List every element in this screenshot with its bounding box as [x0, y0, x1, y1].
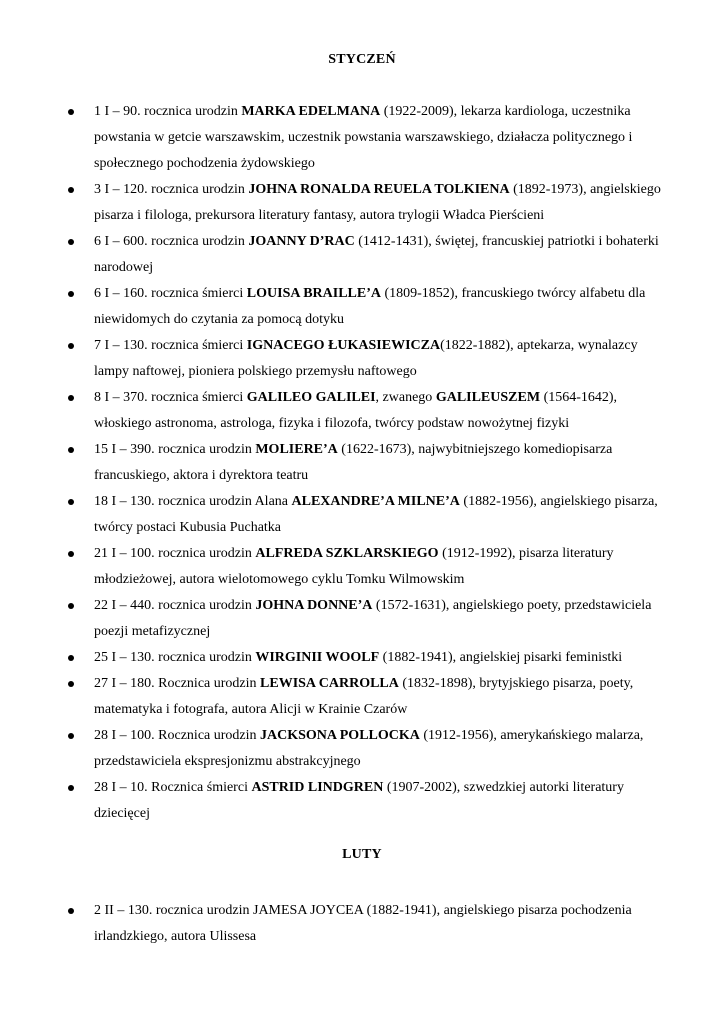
list-item	[0, 645, 670, 671]
list-item	[0, 437, 670, 489]
entry-name: ALEXANDRE’A MILNE’A	[291, 494, 460, 509]
entry-name: LOUISA BRAILLE’A	[246, 286, 381, 301]
entry-text: (1892-1973), angielskiego pisarza i filologa, prekursora literatury fantasy, autora trylogii Władca Pierścieni	[94, 182, 661, 223]
list-item	[0, 671, 670, 723]
list-item	[0, 898, 670, 950]
list-item	[0, 333, 670, 385]
list-item	[0, 281, 670, 333]
list-item	[0, 775, 670, 827]
entry-name: ASTRID LINDGREN	[251, 780, 384, 795]
entry-text: (1564-1642), włoskiego astronoma, astrologa, fizyka i filozofa, twórcy podstaw nowożytnej fizyki	[94, 390, 618, 431]
entry-text: 1 I – 90. rocznica urodzin	[94, 104, 242, 119]
entry-text: , zwanego	[375, 390, 436, 405]
entry-name: IGNACEGO ŁUKASIEWICZA	[246, 338, 441, 353]
bullet-icon	[68, 603, 74, 609]
entry-name: MARKA EDELMANA	[241, 104, 381, 119]
bullet-icon	[68, 291, 74, 297]
entry-text: (1912-1956), amerykańskiego malarza, przedstawiciela ekspresjonizmu abstrakcyjnego	[94, 728, 644, 769]
bullet-icon	[68, 551, 74, 557]
entry-text: 8 I – 370. rocznica śmierci	[94, 390, 247, 405]
entry-text: 28 I – 100. Rocznica urodzin	[94, 728, 261, 743]
list-item	[0, 541, 670, 593]
entry-text: 2 II – 130. rocznica urodzin JAMESA JOYCEA (1882-1941), angielskiego pisarza pochodzenia irlandzkiego, autora Ulissesa	[94, 903, 632, 944]
entry-name: JACKSONA POLLOCKA	[260, 728, 420, 743]
list-item	[0, 99, 670, 177]
bullet-icon	[68, 681, 74, 687]
bullet-icon	[68, 239, 74, 245]
entries-list-luty	[0, 898, 724, 950]
list-item	[0, 177, 670, 229]
entry-text: 7 I – 130. rocznica śmierci	[94, 338, 247, 353]
entry-text: (1882-1941), angielskiej pisarki feministki	[379, 650, 623, 665]
list-item	[0, 229, 670, 281]
entry-text: (1809-1852), francuskiego twórcy alfabetu dla niewidomych do czytania za pomocą dotyku	[94, 286, 646, 327]
entry-text: 28 I – 10. Rocznica śmierci	[94, 780, 252, 795]
entry-text: 27 I – 180. Rocznica urodzin	[94, 676, 261, 691]
entry-text: 18 I – 130. rocznica urodzin Alana	[94, 494, 292, 509]
list-item	[0, 723, 670, 775]
entries-list-styczen	[0, 99, 724, 827]
list-item	[0, 385, 670, 437]
entry-text: (1832-1898), brytyjskiego pisarza, poety, matematyka i fotografa, autora Alicji w Krainie Czarów	[94, 676, 634, 717]
entry-text: (1412-1431), świętej, francuskiej patriotki i bohaterki narodowej	[94, 234, 659, 275]
entry-text: 15 I – 390. rocznica urodzin	[94, 442, 256, 457]
entry-text: (1622-1673), najwybitniejszego komediopisarza francuskiego, aktora i dyrektora teatru	[94, 442, 613, 483]
entry-text: 6 I – 600. rocznica urodzin	[94, 234, 249, 249]
entry-text: (1922-2009), lekarza kardiologa, uczestnika powstania w getcie warszawskim, uczestnik powstania warszawskiego, działacza politycznego i społecznego pochodzenia żydowskiego	[94, 104, 633, 171]
entry-name: ALFREDA SZKLARSKIEGO	[255, 546, 439, 561]
entry-name: LEWISA CARROLLA	[260, 676, 399, 691]
bullet-icon	[68, 733, 74, 739]
section-heading-styczen: STYCZEŃ	[328, 52, 396, 67]
bullet-icon	[68, 343, 74, 349]
entry-text: (1882-1956), angielskiego pisarza, twórcy postaci Kubusia Puchatka	[94, 494, 658, 535]
entry-text: 6 I – 160. rocznica śmierci	[94, 286, 247, 301]
list-item	[0, 593, 670, 645]
bullet-icon	[68, 908, 74, 914]
entry-text: (1572-1631), angielskiego poety, przedstawiciela poezji metafizycznej	[94, 598, 652, 639]
entry-text: (1907-2002), szwedzkiej autorki literatury dziecięcej	[94, 780, 624, 821]
entry-text: 21 I – 100. rocznica urodzin	[94, 546, 256, 561]
bullet-icon	[68, 785, 74, 791]
list-item	[0, 489, 670, 541]
bullet-icon	[68, 187, 74, 193]
entry-name: JOHNA RONALDA REUELA TOLKIENA	[248, 182, 510, 197]
bullet-icon	[68, 655, 74, 661]
bullet-icon	[68, 499, 74, 505]
entry-text: 25 I – 130. rocznica urodzin	[94, 650, 256, 665]
bullet-icon	[68, 395, 74, 401]
entry-text: 3 I – 120. rocznica urodzin	[94, 182, 249, 197]
section-heading-luty: LUTY	[342, 847, 382, 862]
entry-name: JOHNA DONNE’A	[255, 598, 373, 613]
entry-name: JOANNY D’RAC	[248, 234, 355, 249]
entry-text: (1912-1992), pisarza literatury młodzieżowej, autora wielotomowego cyklu Tomku Wilmowskim	[94, 546, 614, 587]
bullet-icon	[68, 109, 74, 115]
bullet-icon	[68, 447, 74, 453]
entry-name: MOLIERE’A	[255, 442, 338, 457]
entry-text: 22 I – 440. rocznica urodzin	[94, 598, 256, 613]
entry-name: GALILEO GALILEI	[246, 390, 376, 405]
entry-text: (1822-1882), aptekarza, wynalazcy lampy naftowej, pioniera polskiego przemysłu naftowego	[94, 338, 638, 379]
entry-name: GALILEUSZEM	[435, 390, 541, 405]
entry-name: WIRGINII WOOLF	[255, 650, 380, 665]
